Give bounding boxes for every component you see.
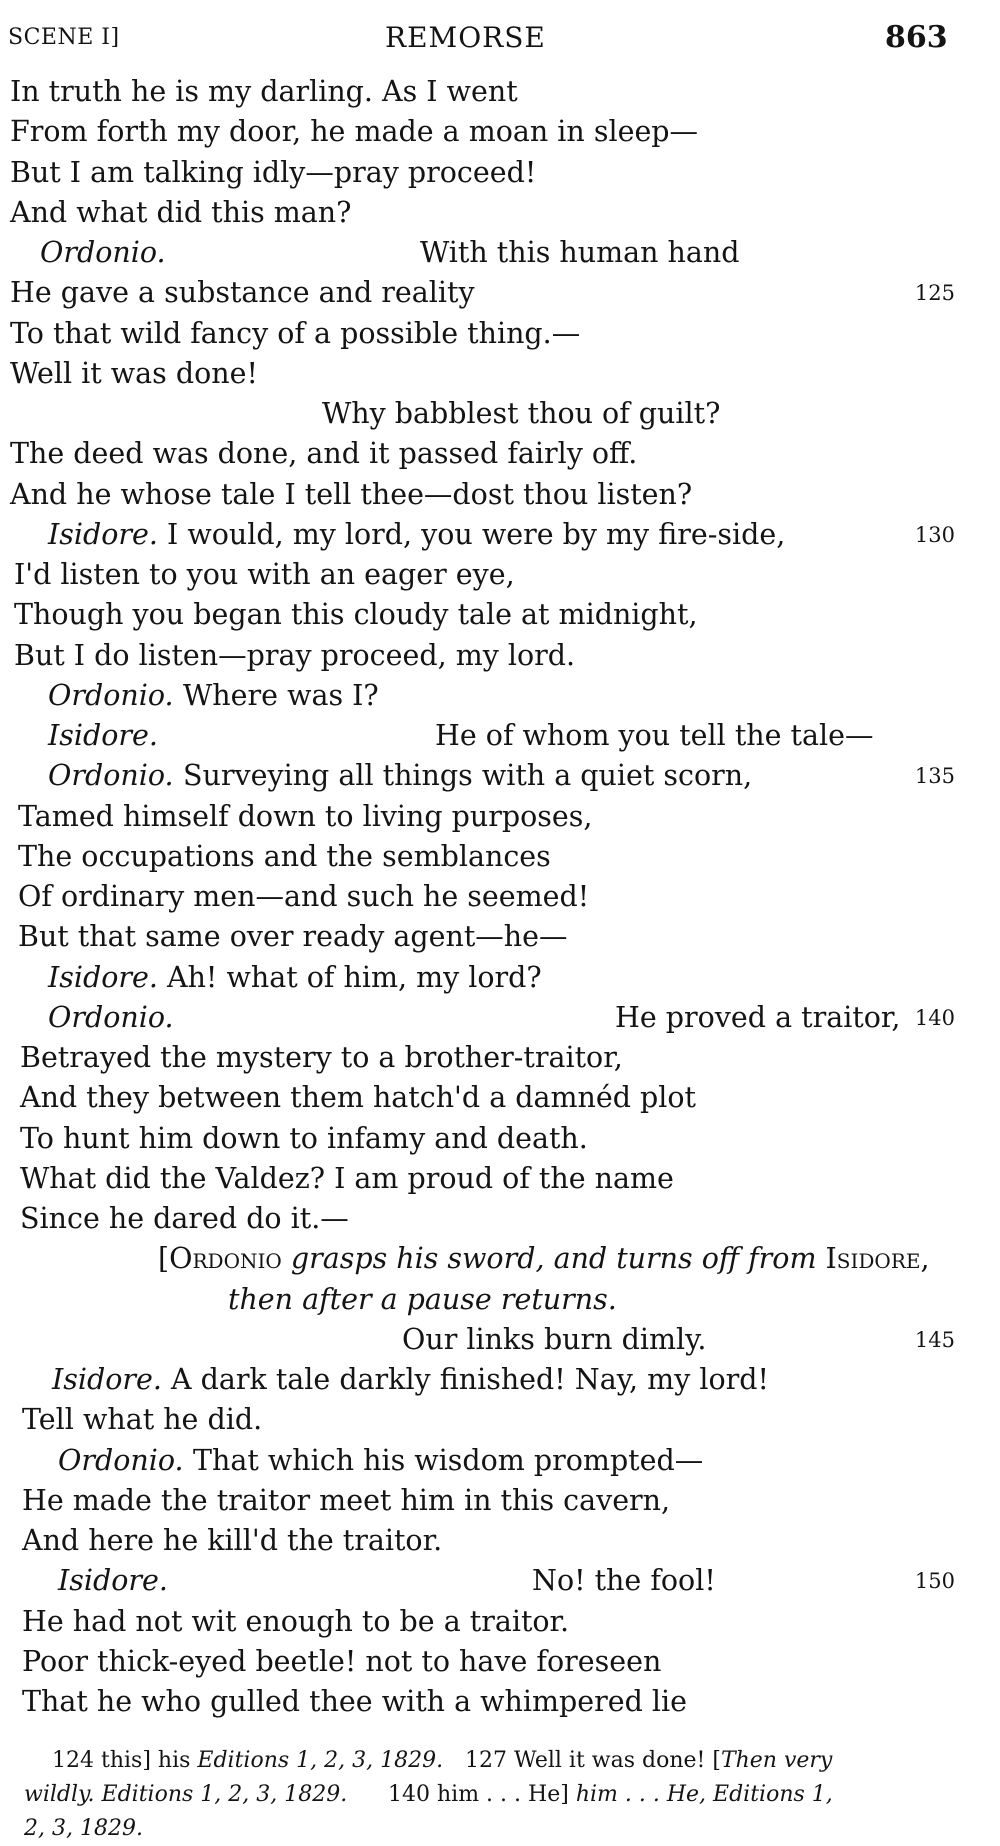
line-text: He had not wit enough to be a traitor. <box>22 1604 570 1638</box>
verse-line <box>0 434 1000 474</box>
line-text: And they between them hatch'd a damnéd plot <box>20 1081 696 1115</box>
stage-direction <box>158 1239 930 1279</box>
speaker-name: Isidore. <box>48 719 158 752</box>
line-text: But that same over ready agent—he— <box>18 920 568 954</box>
verse-line <box>0 153 1000 193</box>
verse-text <box>0 72 1000 1722</box>
verse-line <box>0 1280 1000 1320</box>
line-text: From forth my door, he made a moan in sleep— <box>10 115 699 149</box>
speaker-name: Ordonio. <box>48 678 174 712</box>
footnote-editions: 2, 3, 1829. <box>24 1816 143 1841</box>
line-text: What did the Valdez? I am proud of the name <box>20 1161 674 1195</box>
verse-line <box>0 1360 1000 1400</box>
verse-line <box>0 394 1000 434</box>
footnote-140 <box>388 1778 833 1812</box>
line-text: Surveying all things with a quiet scorn, <box>183 759 753 793</box>
line-text: Tamed himself down to living purposes, <box>18 799 593 833</box>
verse-line <box>0 1239 1000 1279</box>
direction-text: then after a pause returns. <box>228 1282 617 1316</box>
footnote-text: Well it was done! [ <box>514 1748 721 1773</box>
verse-line <box>0 837 1000 877</box>
line-text: The occupations and the semblances <box>18 839 551 873</box>
verse-line <box>0 1400 1000 1440</box>
direction-text: grasps his sword, and turns off from <box>281 1242 826 1276</box>
verse-line <box>0 1159 1000 1199</box>
footnote-line-number: 127 <box>465 1748 507 1773</box>
line-number: 145 <box>914 1327 955 1352</box>
line-text: The deed was done, and it passed fairly off. <box>10 437 638 471</box>
verse-line <box>0 1038 1000 1078</box>
footnote-line-number: 140 <box>388 1782 430 1807</box>
verse-line <box>0 877 1000 917</box>
line-text: Betrayed the mystery to a brother-traitor, <box>20 1041 623 1074</box>
footnote-line <box>0 1812 1000 1846</box>
verse-line <box>0 676 1000 716</box>
line-text: Of ordinary men—and such he seemed! <box>18 880 590 913</box>
verse-line <box>0 958 1000 998</box>
speaker-name: Ordonio. <box>40 236 166 269</box>
footnote-editions: wildly. Editions 1, 2, 3, 1829. <box>24 1782 348 1807</box>
verse-line <box>0 1119 1000 1159</box>
verse-line <box>0 515 1000 555</box>
footnote-124 <box>52 1744 443 1778</box>
speaker-name: Isidore. <box>48 960 158 994</box>
footnote-editions: him . . . He, Editions 1, <box>575 1782 833 1807</box>
line-text: That he who gulled thee with a whimpered lie <box>22 1685 688 1718</box>
line-text: With this human hand <box>420 236 740 269</box>
verse-line <box>0 756 1000 796</box>
footnote-line <box>0 1778 1000 1812</box>
page-number: 863 <box>885 20 948 55</box>
line-text: Though you began this cloudy tale at midnight, <box>14 598 698 632</box>
verse-line <box>0 1682 1000 1722</box>
verse-line <box>0 1642 1000 1682</box>
speaker-name: Ordonio. <box>48 1000 174 1034</box>
line-text: That which his wisdom prompted— <box>193 1443 704 1477</box>
running-header-title: REMORSE <box>385 21 546 54</box>
verse-line <box>0 1521 1000 1561</box>
footnote-line-number: 124 <box>52 1748 94 1773</box>
speaker-name: Ordonio. <box>58 1443 184 1477</box>
verse-line <box>0 1481 1000 1521</box>
line-text: Why babblest thou of guilt? <box>322 397 721 430</box>
line-text: Ah! what of him, my lord? <box>167 960 542 994</box>
line-text: Well it was done! <box>10 356 258 390</box>
speaker-name: Isidore. <box>58 1564 168 1598</box>
line-number: 150 <box>914 1569 955 1594</box>
line-text: And what did this man? <box>10 195 352 229</box>
verse-line <box>0 595 1000 635</box>
verse-line <box>0 354 1000 394</box>
verse-line <box>0 716 1000 756</box>
speaker-name: Isidore. <box>48 517 158 551</box>
verse-line <box>0 555 1000 595</box>
footnotes <box>0 1744 1000 1846</box>
line-text: Our links burn dimly. <box>402 1322 707 1356</box>
verse-line <box>0 1199 1000 1239</box>
line-text: Where was I? <box>183 678 379 712</box>
character-name: Isidore, <box>825 1242 930 1276</box>
line-text: To hunt him down to infamy and death. <box>20 1121 588 1155</box>
line-text: Poor thick-eyed beetle! not to have foreseen <box>22 1644 662 1678</box>
line-text: To that wild fancy of a possible thing.— <box>10 316 581 350</box>
line-text: But I am talking idly—pray proceed! <box>10 155 537 189</box>
line-text: He proved a traitor, <box>615 1000 901 1034</box>
verse-line <box>0 112 1000 152</box>
verse-line <box>0 1441 1000 1481</box>
verse-line <box>0 1602 1000 1642</box>
line-text: But I do listen—pray proceed, my lord. <box>14 638 576 672</box>
line-text: No! the fool! <box>532 1564 716 1598</box>
footnote-editions: Then very <box>720 1748 833 1773</box>
verse-line <box>0 475 1000 515</box>
footnote-editions: Editions 1, 2, 3, 1829. <box>197 1748 444 1773</box>
running-header-scene: SCENE I] <box>8 25 120 50</box>
stage-direction <box>228 1280 617 1320</box>
line-text: I'd listen to you with an eager eye, <box>14 558 515 591</box>
line-text: I would, my lord, you were by my fire-side, <box>167 517 786 551</box>
line-text: A dark tale darkly finished! Nay, my lord! <box>171 1363 769 1396</box>
line-text: Since he dared do it.— <box>20 1202 349 1235</box>
footnote-text: this] his <box>101 1748 198 1773</box>
verse-line <box>0 998 1000 1038</box>
line-text: He of whom you tell the tale— <box>435 719 874 752</box>
speaker-name: Isidore. <box>52 1363 162 1396</box>
line-text: He made the traitor meet him in this cavern, <box>22 1483 671 1517</box>
speaker-name: Ordonio. <box>48 759 174 793</box>
line-number: 140 <box>914 1005 955 1030</box>
verse-line <box>0 636 1000 676</box>
footnote-text: him . . . He] <box>437 1782 576 1807</box>
line-text: In truth he is my darling. As I went <box>10 75 518 108</box>
footnote-127 <box>465 1744 832 1778</box>
verse-line <box>0 797 1000 837</box>
verse-line <box>0 193 1000 233</box>
verse-line <box>0 273 1000 313</box>
verse-line <box>0 1078 1000 1118</box>
verse-line <box>0 72 1000 112</box>
line-text: Tell what he did. <box>22 1403 263 1437</box>
line-text: He gave a substance and reality <box>10 276 475 310</box>
footnote-line <box>0 1744 1000 1778</box>
verse-line <box>0 917 1000 957</box>
line-text: And he whose tale I tell thee—dost thou listen? <box>10 477 693 511</box>
line-text: And here he kill'd the traitor. <box>22 1524 443 1557</box>
verse-line <box>0 233 1000 273</box>
line-number: 125 <box>914 281 955 306</box>
character-name: [Ordonio <box>158 1242 282 1276</box>
verse-line <box>0 1561 1000 1601</box>
verse-line <box>0 314 1000 354</box>
line-number: 130 <box>914 522 955 547</box>
line-number: 135 <box>914 764 955 789</box>
verse-line <box>0 1320 1000 1360</box>
